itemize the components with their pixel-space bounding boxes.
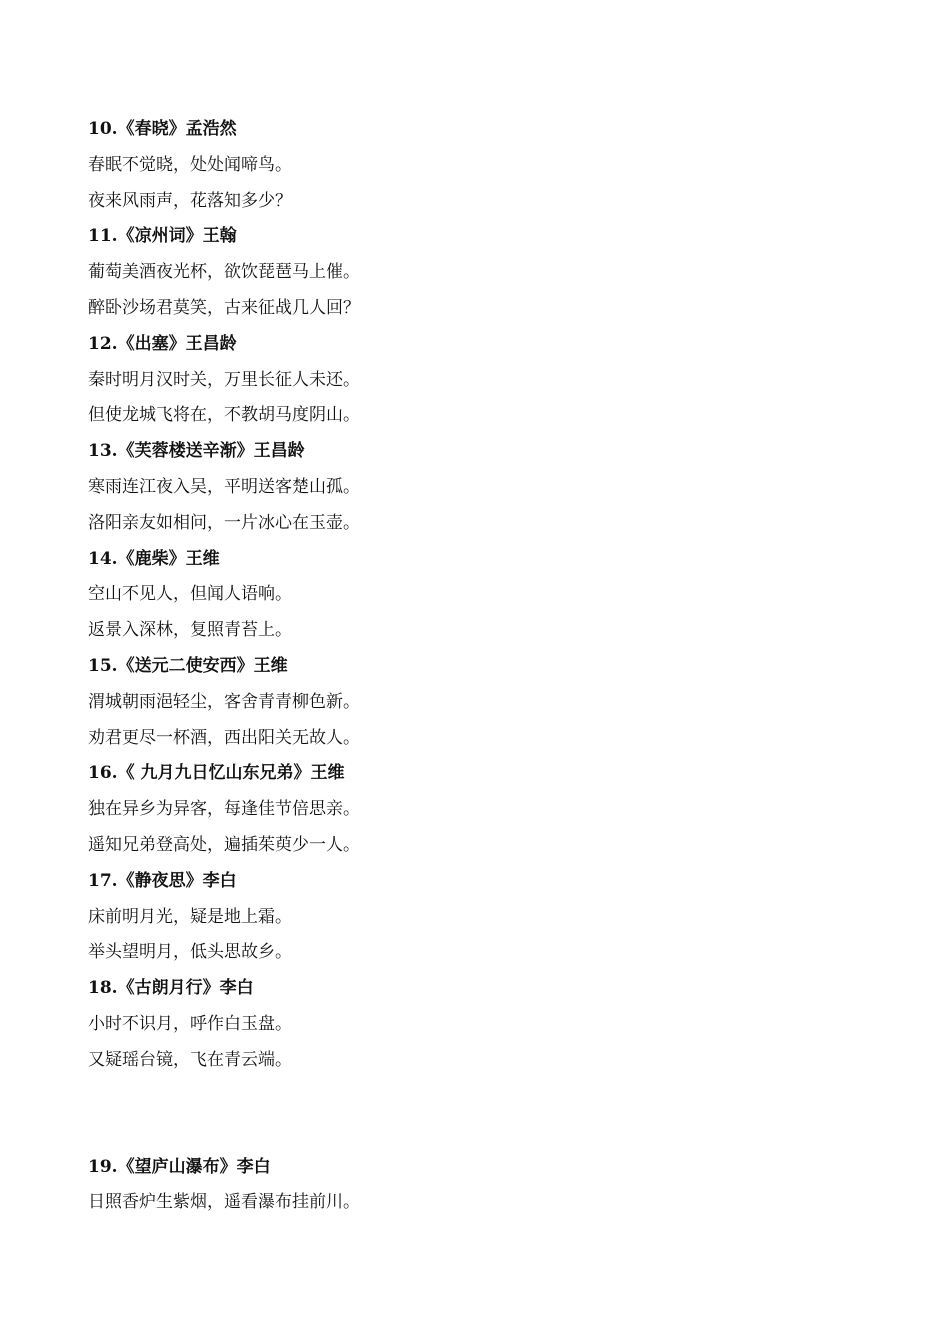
poem-12 <box>88 327 888 434</box>
poem-line: 日照香炉生紫烟，遥看瀑布挂前川。 <box>88 1192 360 1213</box>
poem-line: 床前明月光，疑是地上霜。 <box>88 906 292 927</box>
poem-heading: 10.《春晓》孟浩然 <box>88 119 237 139</box>
poem-heading: 14.《鹿柴》王维 <box>88 548 220 569</box>
poem-heading: 19.《望庐山瀑布》李白 <box>88 1156 271 1177</box>
poem-19 <box>88 1150 888 1222</box>
poem-heading: 13.《芙蓉楼送辛渐》王昌龄 <box>88 441 305 462</box>
poem-line: 劝君更尽一杯酒，西出阳关无故人。 <box>88 727 360 748</box>
poem-line: 小时不识月，呼作白玉盘。 <box>88 1013 292 1034</box>
poem-line: 春眠不觉晓，处处闻啼鸟。 <box>88 154 292 175</box>
document-page <box>88 112 888 1221</box>
poem-line: 夜来风雨声，花落知多少？ <box>88 190 292 211</box>
poem-line: 葡萄美酒夜光杯，欲饮琵琶马上催。 <box>88 262 360 283</box>
poem-line: 醉卧沙场君莫笑，古来征战几人回？ <box>88 297 360 318</box>
poem-line: 空山不见人，但闻人语响。 <box>88 584 292 605</box>
poem-line: 但使龙城飞将在，不教胡马度阴山。 <box>88 405 360 426</box>
poem-line: 独在异乡为异客，每逢佳节倍思亲。 <box>88 799 360 820</box>
poem-17 <box>88 864 888 971</box>
poem-line: 寒雨连江夜入吴，平明送客楚山孤。 <box>88 476 360 497</box>
poem-heading: 15.《送元二使安西》王维 <box>88 655 288 676</box>
poem-line: 返景入深林，复照青苔上。 <box>88 620 292 641</box>
poem-11 <box>88 219 888 326</box>
page-gap <box>88 1079 888 1150</box>
poem-heading: 17.《静夜思》李白 <box>88 870 237 891</box>
poem-14 <box>88 542 888 649</box>
poem-line: 举头望明月，低头思故乡。 <box>88 942 292 963</box>
poem-line: 洛阳亲友如相问，一片冰心在玉壶。 <box>88 512 360 533</box>
poem-line: 渭城朝雨浥轻尘，客舍青青柳色新。 <box>88 691 360 712</box>
poem-16 <box>88 756 888 863</box>
poem-heading: 16.《 九月九日忆山东兄弟》王维 <box>88 763 345 784</box>
poem-13 <box>88 434 888 541</box>
poem-line: 秦时明月汉时关，万里长征人未还。 <box>88 369 360 390</box>
poem-15 <box>88 649 888 756</box>
poem-18 <box>88 971 888 1078</box>
poem-10 <box>88 112 888 219</box>
poem-heading: 11.《凉州词》王翰 <box>88 226 237 247</box>
poem-heading: 18.《古朗月行》李白 <box>88 978 254 999</box>
poem-heading: 12.《出塞》王昌龄 <box>88 333 237 354</box>
poem-line: 遥知兄弟登高处，遍插茱萸少一人。 <box>88 834 360 855</box>
poem-line: 又疑瑶台镜，飞在青云端。 <box>88 1049 292 1070</box>
